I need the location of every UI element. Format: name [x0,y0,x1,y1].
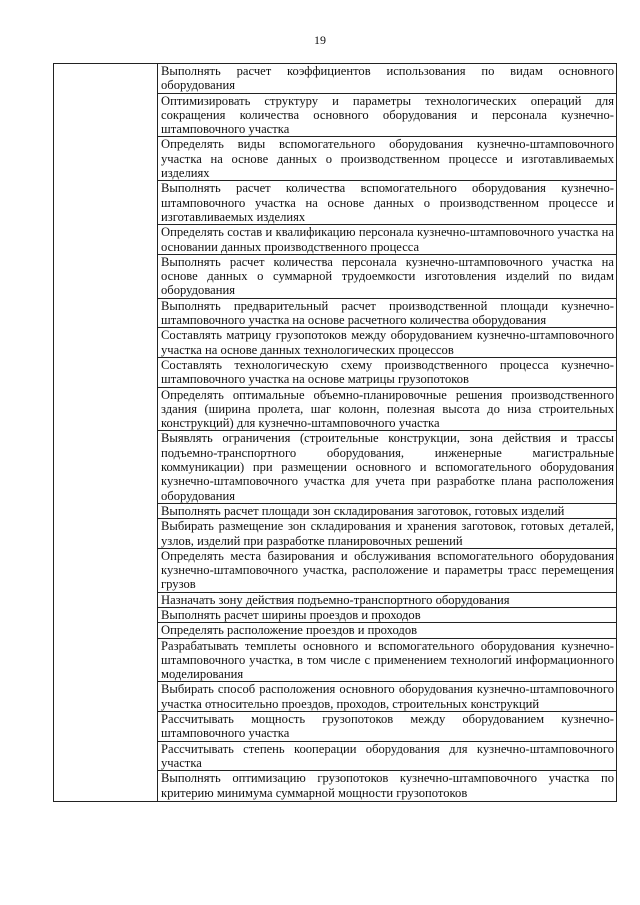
table-cell-text: Определять оптимальные объемно-планировочные решения производственного здания (ширина пролета, шаг колонн, полезная высота до низа строительных конструкций) для кузнечно-штамповочного участка [158,387,617,431]
table-cell-text: Составлять технологическую схему производственного процесса кузнечно-штамповочного участка на основе матрицы грузопотоков [158,357,617,387]
table-cell-text: Определять расположение проездов и проходов [158,623,617,638]
merged-left-cell [54,64,158,802]
table-row [54,64,617,94]
table-cell-text: Назначать зону действия подъемно-транспортного оборудования [158,592,617,607]
table-cell-text: Выполнять расчет количества персонала кузнечно-штамповочного участка на основе данных о суммарной трудоемкости изготовления изделий по видам оборудования [158,254,617,298]
table-cell-text: Определять виды вспомогательного оборудования кузнечно-штамповочного участка на основе данных о производственном процессе и изготавливаемых изделиях [158,137,617,181]
table-cell-text: Выбирать размещение зон складирования и хранения заготовок, готовых деталей, узлов, изделий при разработке планировочных решений [158,519,617,549]
table-body [54,64,617,802]
table-cell-text: Выполнять расчет количества вспомогательного оборудования кузнечно-штамповочного участка на основе данных о производственном процессе и изготавливаемых изделиях [158,181,617,225]
table-cell-text: Определять места базирования и обслуживания вспомогательного оборудования кузнечно-штамповочного участка, расположение и параметры трасс перемещения грузов [158,548,617,592]
table-cell-text: Составлять матрицу грузопотоков между оборудованием кузнечно-штамповочного участка на основе данных технологических процессов [158,328,617,358]
table-cell-text: Выполнять расчет площади зон складирования заготовок, готовых изделий [158,503,617,518]
requirements-table [53,63,617,802]
table-cell-text: Оптимизировать структуру и параметры технологических операций для сокращения количества основного оборудования и персонала кузнечно-штамповочного участка [158,93,617,137]
page-number: 19 [314,33,326,47]
table-cell-text: Выполнять предварительный расчет производственной площади кузнечно-штамповочного участка на основе расчетного количества оборудования [158,298,617,328]
table-cell-text: Определять состав и квалификацию персонала кузнечно-штамповочного участка на основании данных производственного процесса [158,225,617,255]
table-cell-text: Рассчитывать мощность грузопотоков между оборудованием кузнечно-штамповочного участка [158,712,617,742]
table-cell-text: Выполнять оптимизацию грузопотоков кузнечно-штамповочного участка по критерию минимума суммарной мощности грузопотоков [158,771,617,802]
table-cell-text: Выполнять расчет ширины проездов и проходов [158,607,617,622]
table-cell-text: Разрабатывать темплеты основного и вспомогательного оборудования кузнечно-штамповочного участка, в том числе с применением технологий информационного моделирования [158,638,617,682]
table-cell-text: Выявлять ограничения (строительные конструкции, зона действия и трассы подъемно-транспортного оборудования, инженерные магистральные коммуникации) при размещении основного и вспомогательного оборудования кузнечно-штамповочного участка для учета при разработке плана расположения оборудования [158,431,617,503]
table-cell-text: Рассчитывать степень кооперации оборудования для кузнечно-штамповочного участка [158,741,617,771]
table-cell-text: Выбирать способ расположения основного оборудования кузнечно-штамповочного участка относительно проездов, проходов, строительных конструкций [158,682,617,712]
table-cell-text: Выполнять расчет коэффициентов использования по видам основного оборудования [158,64,617,94]
